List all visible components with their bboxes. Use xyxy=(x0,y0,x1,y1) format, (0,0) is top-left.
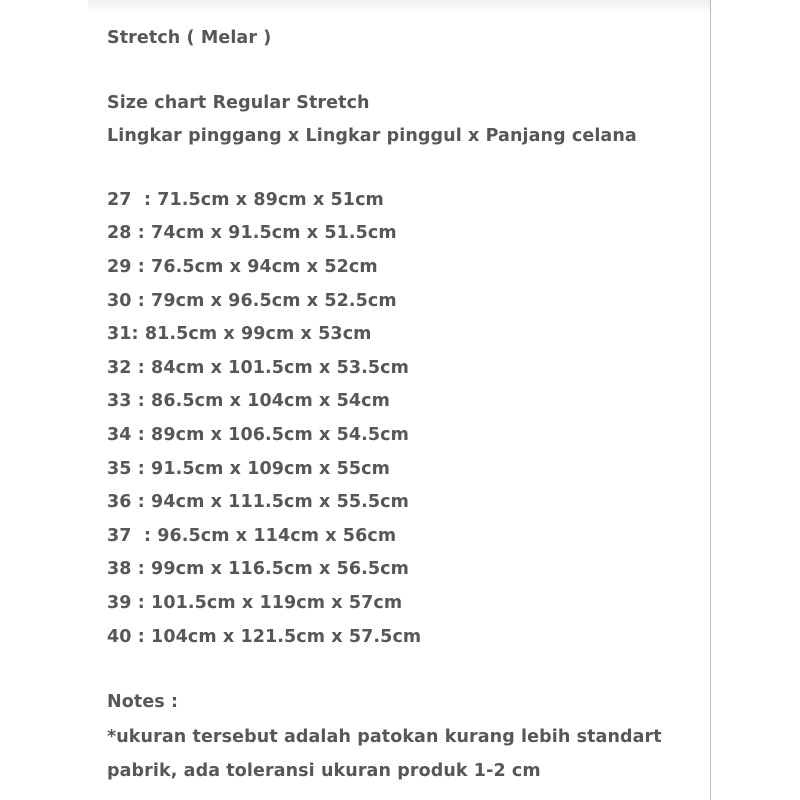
size-row: 29 : 76.5cm x 94cm x 52cm xyxy=(107,256,378,277)
size-row: 27 : 71.5cm x 89cm x 51cm xyxy=(107,189,384,210)
size-chart-heading: Size chart Regular Stretch xyxy=(107,92,370,113)
subtitle-block xyxy=(107,87,707,154)
size-list xyxy=(107,184,707,654)
size-row: 37 : 96.5cm x 114cm x 56cm xyxy=(107,525,397,546)
size-row: 30 : 79cm x 96.5cm x 52.5cm xyxy=(107,290,397,311)
notes-label: Notes : xyxy=(107,692,179,713)
page-title: Stretch ( Melar ) xyxy=(107,28,272,48)
size-row: 40 : 104cm x 121.5cm x 57.5cm xyxy=(107,626,422,647)
size-row: 33 : 86.5cm x 104cm x 54cm xyxy=(107,391,390,412)
size-row: 32 : 84cm x 101.5cm x 53.5cm xyxy=(107,357,409,378)
size-row: 35 : 91.5cm x 109cm x 55cm xyxy=(107,458,390,479)
size-row: 38 : 99cm x 116.5cm x 56.5cm xyxy=(107,559,409,580)
content-column xyxy=(107,0,707,800)
size-row: 34 : 89cm x 106.5cm x 54.5cm xyxy=(107,424,409,445)
notes-line: pabrik, ada toleransi ukuran produk 1-2 cm xyxy=(107,761,541,782)
size-row: 28 : 74cm x 91.5cm x 51.5cm xyxy=(107,223,397,244)
notes-block xyxy=(107,685,707,789)
notes-line: *ukuran tersebut adalah patokan kurang lebih standart xyxy=(107,726,662,747)
size-row: 31: 81.5cm x 99cm x 53cm xyxy=(107,324,372,345)
size-row: 39 : 101.5cm x 119cm x 57cm xyxy=(107,592,403,613)
size-row: 36 : 94cm x 111.5cm x 55.5cm xyxy=(107,492,409,513)
title-block xyxy=(107,22,707,56)
right-vertical-rule xyxy=(710,0,711,800)
measurement-legend: Lingkar pinggang x Lingkar pinggul x Panjang celana xyxy=(107,126,637,147)
